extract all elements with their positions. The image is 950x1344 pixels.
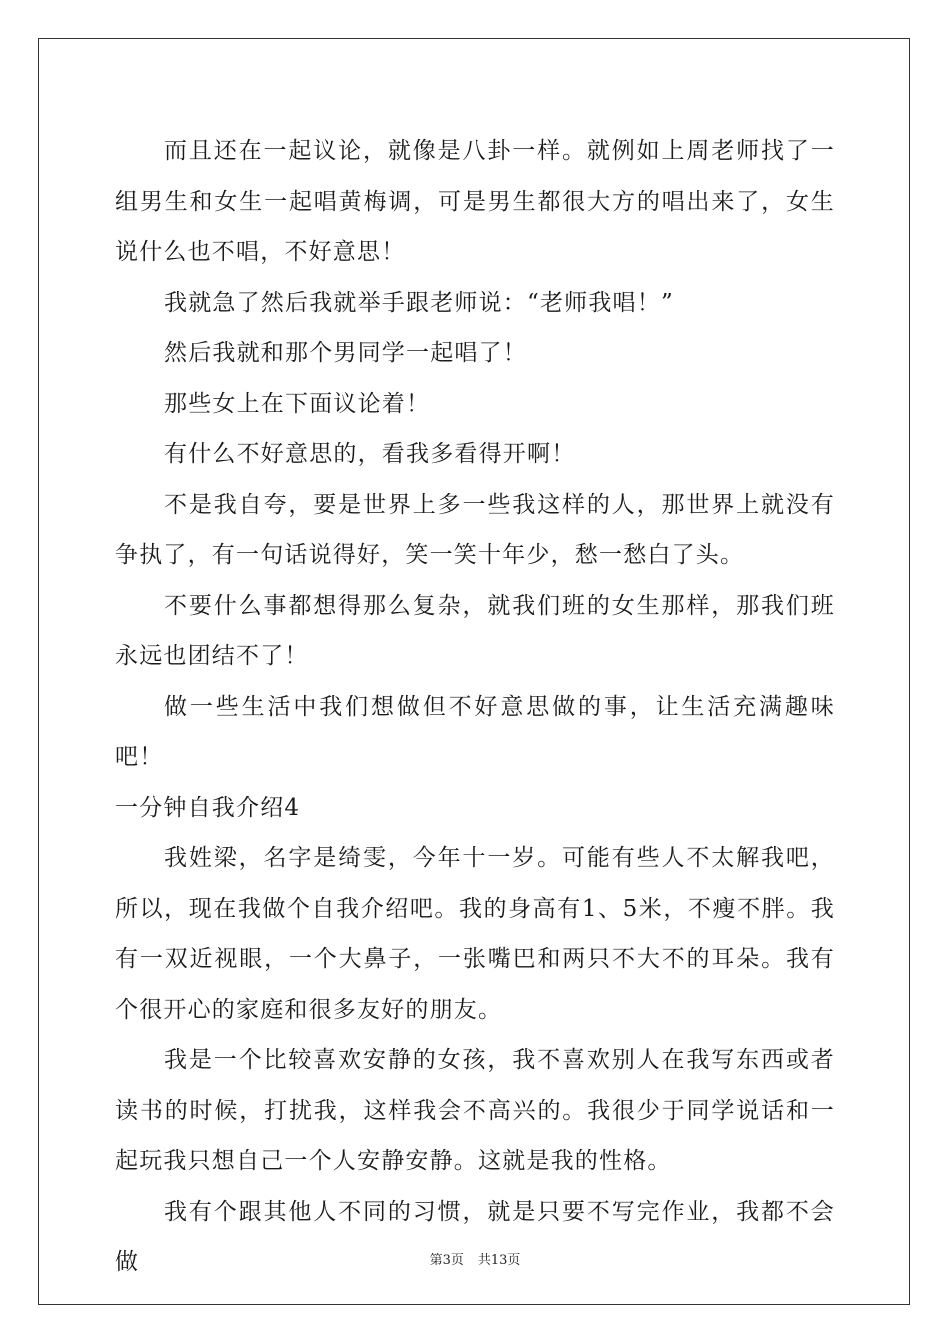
section-heading: 一分钟自我介绍4 <box>115 794 301 821</box>
paragraph: 有什么不好意思的，看我多看得开啊！ <box>164 441 576 467</box>
paragraph: 我就急了然后我就举手跟老师说：“老师我唱！” <box>164 289 674 316</box>
document-body <box>115 126 835 1288</box>
paragraph: 我姓梁，名字是绮雯，今年十一岁。可能有些人不太解我吧，所以，现在我做个自我介绍吧。我的身高有1、5米，不瘦不胖。我有一双近视眼，一个大鼻子，一张嘴巴和两只不大不的耳朵。我有个很开心的家庭和很多友好的朋友。 <box>115 845 835 1023</box>
paragraph: 那些女上在下面议论着！ <box>164 390 431 417</box>
paragraph: 而且还在一起议论，就像是八卦一样。就例如上周老师找了一组男生和女生一起唱黄梅调，可是男生都很大方的唱出来了，女生说什么也不唱，不好意思！ <box>115 138 835 265</box>
page-footer <box>0 1249 950 1268</box>
paragraph: 然后我就和那个男同学一起唱了！ <box>164 340 527 366</box>
page-total: 共13页 <box>477 1253 521 1268</box>
paragraph: 不是我自夸，要是世界上多一些我这样的人，那世界上就没有争执了，有一句话说得好，笑一笑十年少，愁一愁白了头。 <box>115 491 835 568</box>
paragraph: 不要什么事都想得那么复杂，就我们班的女生那样，那我们班永远也团结不了！ <box>115 592 835 669</box>
paragraph: 我有个跟其他人不同的习惯，就是只要不写完作业，我都不会做 <box>115 1198 835 1275</box>
paragraph: 我是一个比较喜欢安静的女孩，我不喜欢别人在我写东西或者读书的时候，打扰我，这样我会不高兴的。我很少于同学说话和一起玩我只想自己一个人安静安静。这就是我的性格。 <box>115 1047 835 1174</box>
page-number: 第3页 <box>429 1253 464 1268</box>
paragraph: 做一些生活中我们想做但不好意思做的事，让生活充满趣味吧！ <box>115 693 835 770</box>
